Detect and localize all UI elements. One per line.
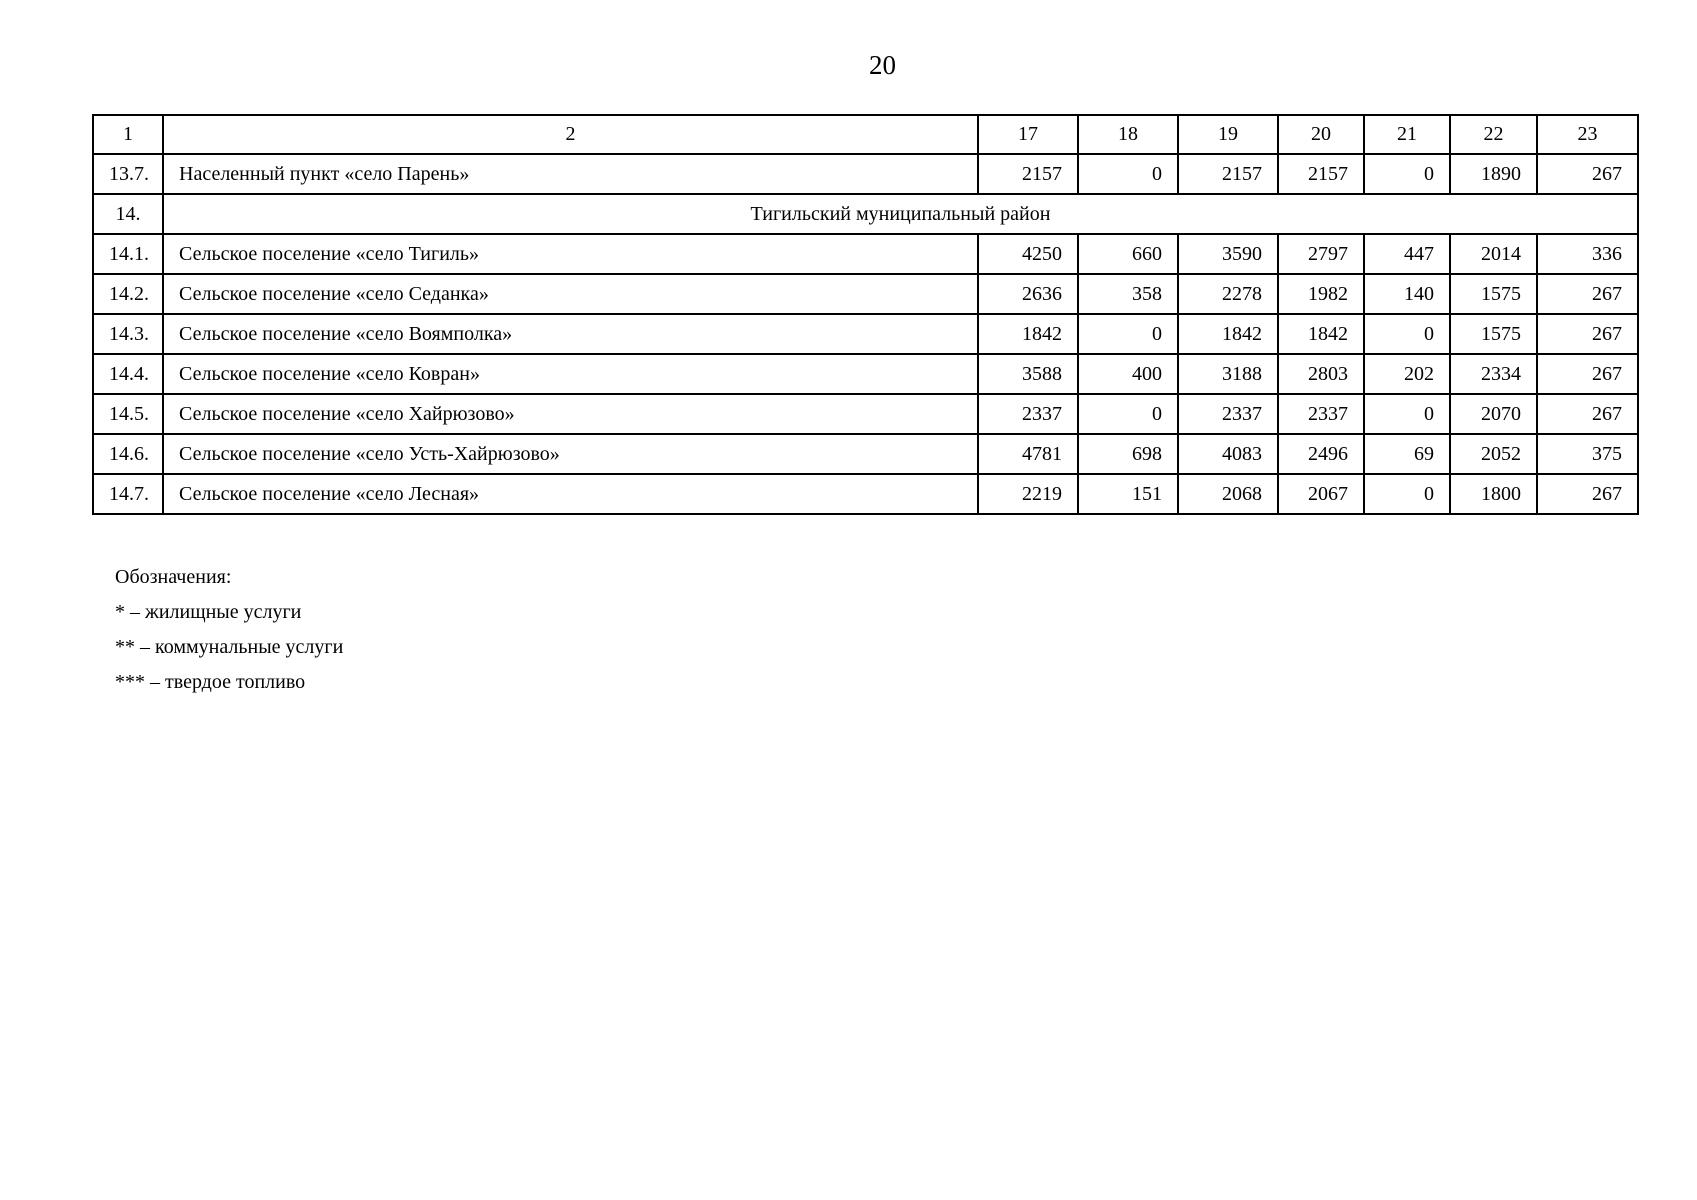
value-cell: 2278	[1178, 274, 1278, 314]
value-cell: 267	[1537, 314, 1638, 354]
value-cell: 1800	[1450, 474, 1537, 514]
settlement-name: Населенный пункт «село Парень»	[163, 154, 978, 194]
table-row	[93, 274, 1638, 314]
legend-item: ** – коммунальные услуги	[115, 636, 344, 658]
value-cell: 2337	[978, 394, 1078, 434]
value-cell: 1982	[1278, 274, 1364, 314]
table-row	[93, 354, 1638, 394]
column-header: 22	[1450, 115, 1537, 154]
district-row	[93, 194, 1638, 234]
table-row	[93, 154, 1638, 194]
legend-title: Обозначения:	[115, 566, 232, 588]
table-row	[93, 394, 1638, 434]
column-header: 20	[1278, 115, 1364, 154]
table-row	[93, 434, 1638, 474]
value-cell: 2067	[1278, 474, 1364, 514]
row-number: 13.7.	[93, 154, 163, 194]
value-cell: 4083	[1178, 434, 1278, 474]
settlement-name: Сельское поселение «село Ковран»	[163, 354, 978, 394]
value-cell: 267	[1537, 274, 1638, 314]
value-cell: 2014	[1450, 234, 1537, 274]
column-header: 19	[1178, 115, 1278, 154]
table-row	[93, 234, 1638, 274]
value-cell: 267	[1537, 154, 1638, 194]
value-cell: 2337	[1178, 394, 1278, 434]
value-cell: 0	[1078, 394, 1178, 434]
value-cell: 2219	[978, 474, 1078, 514]
value-cell: 4781	[978, 434, 1078, 474]
value-cell: 2496	[1278, 434, 1364, 474]
row-number: 14.3.	[93, 314, 163, 354]
value-cell: 1890	[1450, 154, 1537, 194]
value-cell: 2068	[1178, 474, 1278, 514]
value-cell: 267	[1537, 354, 1638, 394]
settlement-name: Сельское поселение «село Лесная»	[163, 474, 978, 514]
column-header: 21	[1364, 115, 1450, 154]
value-cell: 0	[1364, 154, 1450, 194]
value-cell: 660	[1078, 234, 1178, 274]
row-number: 14.	[93, 194, 163, 234]
value-cell: 3588	[978, 354, 1078, 394]
value-cell: 2070	[1450, 394, 1537, 434]
value-cell: 1575	[1450, 274, 1537, 314]
value-cell: 2636	[978, 274, 1078, 314]
legend	[115, 560, 343, 700]
legend-item: * – жилищные услуги	[115, 601, 302, 623]
column-header: 2	[163, 115, 978, 154]
value-cell: 3590	[1178, 234, 1278, 274]
value-cell: 0	[1078, 314, 1178, 354]
page-number: 20	[869, 50, 896, 80]
table-row	[93, 474, 1638, 514]
value-cell: 0	[1078, 154, 1178, 194]
value-cell: 336	[1537, 234, 1638, 274]
settlement-name: Сельское поселение «село Усть-Хайрюзово»	[163, 434, 978, 474]
value-cell: 375	[1537, 434, 1638, 474]
legend-item: *** – твердое топливо	[115, 671, 306, 693]
data-table	[92, 114, 1639, 515]
table-header-row	[93, 115, 1638, 154]
value-cell: 2157	[1178, 154, 1278, 194]
column-header: 23	[1537, 115, 1638, 154]
value-cell: 267	[1537, 394, 1638, 434]
table-row	[93, 314, 1638, 354]
value-cell: 4250	[978, 234, 1078, 274]
settlement-name: Сельское поселение «село Тигиль»	[163, 234, 978, 274]
value-cell: 1842	[1178, 314, 1278, 354]
column-header: 1	[93, 115, 163, 154]
row-number: 14.7.	[93, 474, 163, 514]
value-cell: 151	[1078, 474, 1178, 514]
column-header: 17	[978, 115, 1078, 154]
value-cell: 2803	[1278, 354, 1364, 394]
value-cell: 202	[1364, 354, 1450, 394]
row-number: 14.4.	[93, 354, 163, 394]
value-cell: 69	[1364, 434, 1450, 474]
value-cell: 2157	[978, 154, 1078, 194]
value-cell: 2052	[1450, 434, 1537, 474]
value-cell: 2157	[1278, 154, 1364, 194]
value-cell: 0	[1364, 394, 1450, 434]
value-cell: 2334	[1450, 354, 1537, 394]
value-cell: 267	[1537, 474, 1638, 514]
value-cell: 358	[1078, 274, 1178, 314]
row-number: 14.2.	[93, 274, 163, 314]
value-cell: 1842	[1278, 314, 1364, 354]
value-cell: 400	[1078, 354, 1178, 394]
row-number: 14.6.	[93, 434, 163, 474]
settlement-name: Сельское поселение «село Седанка»	[163, 274, 978, 314]
value-cell: 2797	[1278, 234, 1364, 274]
settlement-name: Сельское поселение «село Хайрюзово»	[163, 394, 978, 434]
row-number: 14.1.	[93, 234, 163, 274]
value-cell: 1842	[978, 314, 1078, 354]
value-cell: 2337	[1278, 394, 1364, 434]
value-cell: 0	[1364, 314, 1450, 354]
column-header: 18	[1078, 115, 1178, 154]
value-cell: 698	[1078, 434, 1178, 474]
value-cell: 1575	[1450, 314, 1537, 354]
row-number: 14.5.	[93, 394, 163, 434]
settlement-name: Сельское поселение «село Воямполка»	[163, 314, 978, 354]
value-cell: 140	[1364, 274, 1450, 314]
value-cell: 3188	[1178, 354, 1278, 394]
value-cell: 447	[1364, 234, 1450, 274]
value-cell: 0	[1364, 474, 1450, 514]
district-name: Тигильский муниципальный район	[163, 194, 1638, 234]
